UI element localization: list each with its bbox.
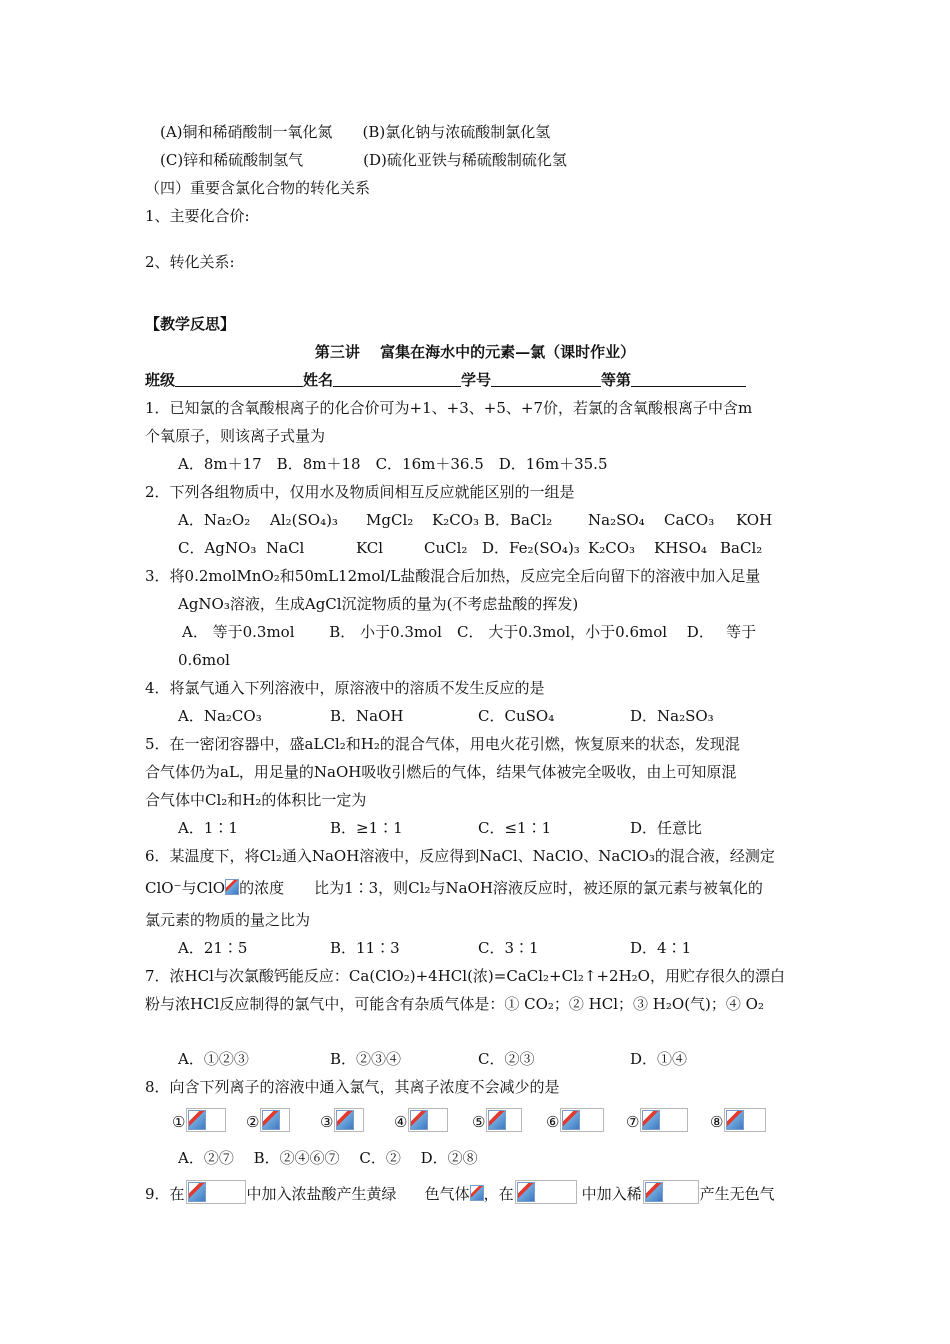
ion-image-3 (334, 1108, 364, 1132)
question-6-text-cont: ClO⁻与ClO 的浓度 比为1∶3，则Cl₂与NaOH溶液反应时，被还原的氯元素与被氧化的 (145, 879, 763, 897)
question-2-text: 2．下列各组物质中，仅用水及物质间相互反应就能区别的一组是 (145, 483, 575, 501)
section-heading: （四）重要含氯化合物的转化关系 (145, 179, 371, 197)
option-line-ab: (A)铜和稀硝酸制一氧化氮 (B)氯化钠与浓硫酸制氯化氢 (160, 123, 551, 141)
page-title: 第三讲 富集在海水中的元素—氯（课时作业） (314, 343, 636, 361)
question-7-text-cont: 粉与浓HCl反应制得的氯气中，可能含有杂质气体是：① CO₂；② HCl；③ H₂O(气)；④ O₂ (145, 995, 764, 1013)
question-1-text: 1．已知氯的含氧酸根离子的化合价可为+1、+3、+5、+7价，若氯的含氧酸根离子中含m (145, 399, 753, 417)
question-4-options: A．Na₂CO₃ B．NaOH C．CuSO₄ D．Na₂SO₃ (178, 707, 714, 725)
question-5-options: A．1∶1 B．≥1∶1 C．≤1∶1 D．任意比 (178, 819, 703, 837)
ion-image-8 (724, 1108, 766, 1132)
broken-image-icon (188, 1182, 206, 1202)
ion-image-7 (640, 1108, 688, 1132)
question-1-text-cont: 个氧原子，则该离子式量为 (145, 427, 326, 445)
broken-image-icon (225, 879, 239, 895)
question-3-text: 3．将0.2molMnO₂和50mL12mol/L盐酸混合后加热，反应完全后向留下的溶液中加入足量 (145, 567, 761, 585)
question-8-options: A．②⑦ B．②④⑥⑦ C．② D．②⑧ (178, 1149, 478, 1167)
question-2-options-cd: C．AgNO₃ NaCl KCl CuCl₂ D．Fe₂(SO₄)₃ K₂CO₃ KHSO₄ BaCl₂ (178, 539, 763, 557)
broken-image-icon (642, 1110, 660, 1130)
broken-image-icon (488, 1110, 506, 1130)
student-info-row (145, 370, 746, 390)
question-6-options: A．21∶5 B．11∶3 C．3∶1 D．4∶1 (178, 939, 692, 957)
question-7-text: 7．浓HCl与次氯酸钙能反应：Ca(ClO₂)+4HCl(浓)=CaCl₂+Cl₂↑+2H₂O，用贮存很久的漂白 (145, 967, 785, 985)
main-valence-label: 1、主要化合价: (145, 207, 250, 225)
id-blank[interactable] (491, 370, 601, 387)
reagent-image-3 (643, 1180, 699, 1204)
question-6-text: 6．某温度下，将Cl₂通入NaOH溶液中，反应得到NaCl、NaClO、NaClO₃的混合液，经测定 (145, 847, 775, 865)
conversion-label: 2、转化关系: (145, 253, 235, 271)
grade-label: 等第 (601, 371, 632, 389)
broken-image-icon (562, 1110, 580, 1130)
question-5-text: 5．在一密闭容器中，盛aLCl₂和H₂的混合气体，用电火花引燃，恢复原来的状态，发现混 (145, 735, 740, 753)
option-line-cd: (C)锌和稀硫酸制氢气 (D)硫化亚铁与稀硫酸制硫化氢 (160, 151, 567, 169)
ion-image-4 (408, 1108, 448, 1132)
broken-image-icon (410, 1110, 428, 1130)
broken-image-icon (726, 1110, 744, 1130)
ion-image-2 (260, 1108, 290, 1132)
name-label: 姓名 (303, 371, 334, 389)
broken-image-icon (470, 1185, 484, 1201)
question-5-text-cont: 合气体仍为aL，用足量的NaOH吸收引燃后的气体，结果气体被完全吸收，由上可知原混 (145, 763, 737, 781)
class-label: 班级 (145, 371, 176, 389)
question-9-text: 9．在 中加入浓盐酸产生黄绿 色气体 ，在 中加入稀 产生无色气 (145, 1180, 775, 1204)
grade-blank[interactable] (631, 370, 746, 387)
question-5-text-cont2: 合气体中Cl₂和H₂的体积比一定为 (145, 791, 367, 809)
id-label: 学号 (461, 371, 492, 389)
broken-image-icon (645, 1182, 663, 1202)
ion-image-5 (486, 1108, 522, 1132)
question-3-text-cont: AgNO₃溶液，生成AgCl沉淀物质的量为(不考虑盐酸的挥发) (178, 595, 579, 613)
question-2-options-ab: A．Na₂O₂ Al₂(SO₄)₃ MgCl₂ K₂CO₃ B．BaCl₂ Na₂SO₄ CaCO₃ KOH (178, 511, 773, 529)
question-6-text-cont2: 氯元素的物质的量之比为 (145, 911, 311, 929)
broken-image-icon (188, 1110, 206, 1130)
question-3-options: A． 等于0.3mol B． 小于0.3mol C． 大于0.3mol，小于0.6mol D． 等于 (182, 623, 757, 641)
question-8-ion-list: ① ② ③ ④ ⑤ ⑥ ⑦ ⑧ (172, 1108, 770, 1132)
question-3-options-cont: 0.6mol (178, 651, 230, 669)
class-blank[interactable] (175, 370, 303, 387)
broken-image-icon (336, 1110, 354, 1130)
question-1-options: A．8m＋17 B．8m＋18 C．16m＋36.5 D．16m＋35.5 (178, 455, 608, 473)
reagent-image-2 (515, 1180, 577, 1204)
question-4-text: 4．将氯气通入下列溶液中，原溶液中的溶质不发生反应的是 (145, 679, 545, 697)
broken-image-icon (517, 1182, 535, 1202)
broken-image-icon (262, 1110, 280, 1130)
name-blank[interactable] (333, 370, 461, 387)
question-7-options: A．①②③ B．②③④ C．②③ D．①④ (178, 1050, 688, 1068)
teaching-reflection-heading: 【教学反思】 (145, 315, 236, 333)
reagent-image-1 (186, 1180, 246, 1204)
ion-image-6 (560, 1108, 604, 1132)
question-8-text: 8．向含下列离子的溶液中通入氯气，其离子浓度不会减少的是 (145, 1078, 560, 1096)
ion-image-1 (186, 1108, 226, 1132)
